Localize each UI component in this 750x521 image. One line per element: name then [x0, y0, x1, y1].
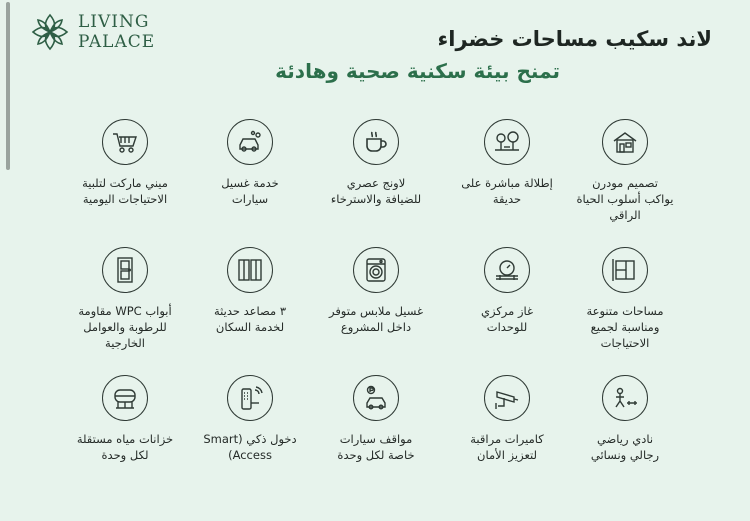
washing-machine-icon	[353, 247, 399, 293]
door-icon	[102, 247, 148, 293]
feature-label: غسيل ملابس متوفر داخل المشروع	[328, 304, 424, 334]
feature-label: خدمة غسيل سيارات	[221, 176, 279, 206]
feature-label: إطلالة مباشرة على حديقة	[461, 176, 553, 206]
feature-label: كاميرات مراقبة لتعزيز الأمان	[470, 432, 544, 462]
feature-cctv	[437, 375, 577, 463]
gas-meter-icon	[484, 247, 530, 293]
feature-garden-view	[437, 119, 577, 207]
feature-label: مساحات متنوعة ومناسبة لجميع الاحتياجات	[586, 304, 664, 350]
feature-label: نادي رياضي رجالي ونسائي	[590, 432, 660, 462]
page-subtitle: تمنح بيئة سكنية صحية وهادئة	[275, 59, 560, 83]
feature-label: أبواب WPC مقاومة للرطوبة والعوامل الخارجية	[78, 304, 172, 350]
feature-label: تصميم مودرن يواكب أسلوب الحياة الراقي	[576, 176, 674, 222]
feature-central-gas	[437, 247, 577, 335]
feature-label: غاز مركزي للوحدات	[480, 304, 534, 334]
feature-label: ٣ مصاعد حديثة لخدمة السكان	[213, 304, 286, 334]
page-title: لاند سكيب مساحات خضراء	[437, 27, 712, 51]
security-camera-icon	[484, 375, 530, 421]
brand-line-2: PALACE	[78, 31, 156, 52]
feature-laundry	[306, 247, 446, 335]
parking-icon	[353, 375, 399, 421]
feature-parking	[306, 375, 446, 463]
floor-plan-icon	[602, 247, 648, 293]
water-tank-icon	[102, 375, 148, 421]
shopping-cart-icon	[102, 119, 148, 165]
feature-label: لاونج عصري للضيافة والاسترخاء	[330, 176, 422, 206]
feature-car-wash	[180, 119, 320, 207]
garden-view-icon	[484, 119, 530, 165]
car-wash-icon	[227, 119, 273, 165]
feature-label: مواقف سيارات خاصة لكل وحدة	[337, 432, 415, 462]
elevator-icon	[227, 247, 273, 293]
feature-smart-access	[180, 375, 320, 463]
feature-wpc-doors	[55, 247, 195, 351]
brand-line-1: LIVING	[78, 11, 150, 32]
sports-club-icon	[602, 375, 648, 421]
feature-water-tanks	[55, 375, 195, 463]
feature-label: خزانات مياه مستقلة لكل وحدة	[76, 432, 174, 462]
feature-label: ميني ماركت لتلبية الاحتياجات اليومية	[82, 176, 168, 206]
modern-house-icon	[602, 119, 648, 165]
feature-elevators	[180, 247, 320, 335]
feature-label: دخول ذكي (Smart Access)	[203, 432, 297, 462]
feature-lounge	[306, 119, 446, 207]
smart-lock-icon	[227, 375, 273, 421]
coffee-cup-icon	[353, 119, 399, 165]
feature-mini-market	[55, 119, 195, 207]
